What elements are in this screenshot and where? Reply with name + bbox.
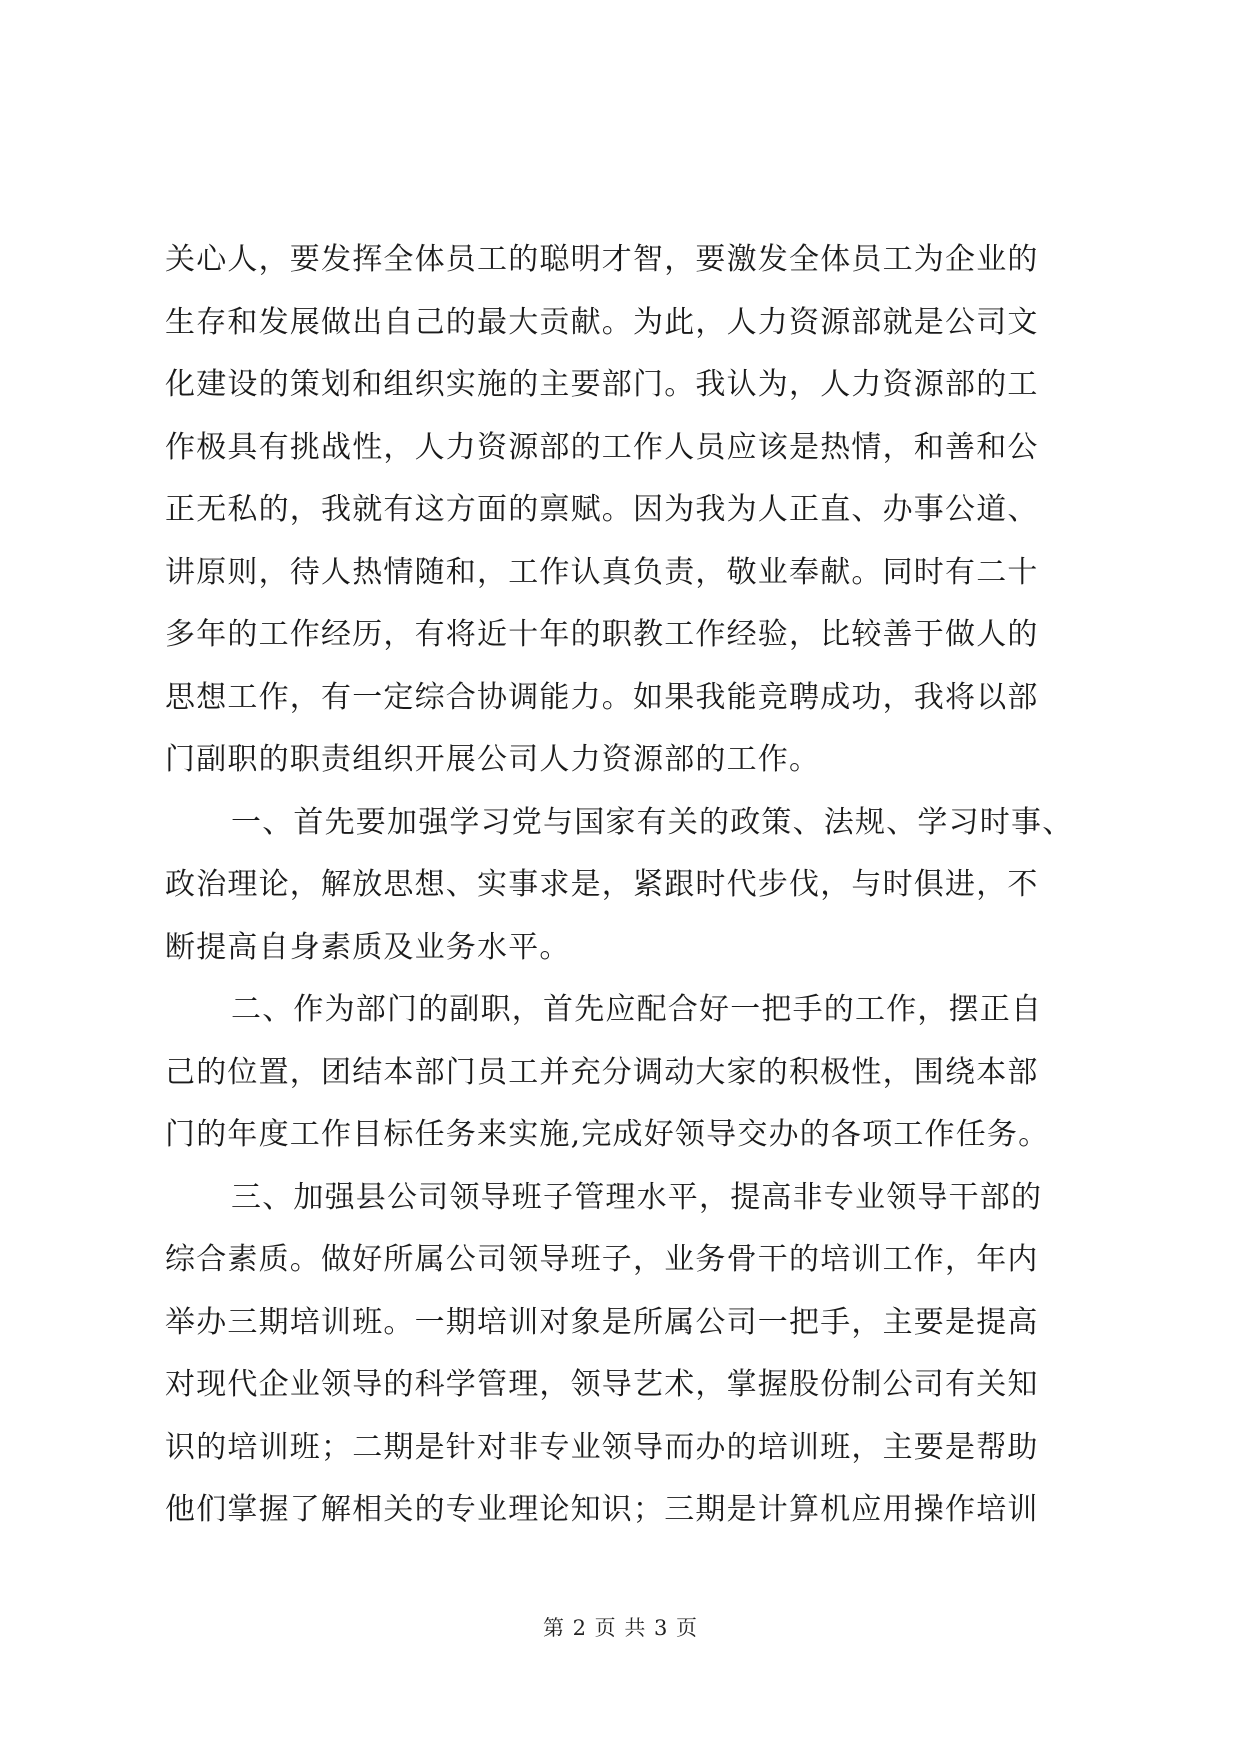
text-line: 断提高自身素质及业务水平。 <box>165 929 571 965</box>
text-line: 门副职的职责组织开展公司人力资源部的工作。 <box>165 742 821 777</box>
text-line: 举办三期培训班。一期培训对象是所属公司一把手，主要是提高 <box>165 1304 1039 1340</box>
text-line: 生存和发展做出自己的最大贡献。为此，人力资源部就是公司文 <box>165 304 1039 340</box>
paragraph-start-line: 一、首先要加强学习党与国家有关的政策、法规、学习时事、 <box>231 804 1074 840</box>
text-line: 己的位置，团结本部门员工并充分调动大家的积极性，围绕本部 <box>165 1054 1039 1090</box>
text-line: 讲原则，待人热情随和，工作认真负责，敬业奉献。同时有二十 <box>165 554 1039 590</box>
paragraph-start-line: 二、作为部门的副职，首先应配合好一把手的工作，摆正自 <box>231 992 1043 1027</box>
text-line: 作极具有挑战性，人力资源部的工作人员应该是热情，和善和公 <box>165 429 1039 465</box>
text-line: 综合素质。做好所属公司领导班子，业务骨干的培训工作，年内 <box>165 1242 1039 1277</box>
text-line: 正无私的，我就有这方面的禀赋。因为我为人正直、办事公道、 <box>165 492 1039 527</box>
body-text <box>165 229 1085 1542</box>
text-line: 门的年度工作目标任务来实施,完成好领导交办的各项工作任务。 <box>165 1117 1050 1152</box>
text-line: 政治理论，解放思想、实事求是，紧跟时代步伐，与时俱进，不 <box>165 867 1039 902</box>
text-line: 关心人，要发挥全体员工的聪明才智，要激发全体员工为企业的 <box>165 242 1039 277</box>
text-line: 他们掌握了解相关的专业理论知识；三期是计算机应用操作培训 <box>165 1492 1039 1527</box>
page-number-footer: 第 2 页 共 3 页 <box>542 1616 699 1640</box>
text-line: 多年的工作经历，有将近十年的职教工作经验，比较善于做人的 <box>165 617 1039 652</box>
text-line: 思想工作，有一定综合协调能力。如果我能竞聘成功，我将以部 <box>165 679 1039 715</box>
text-line: 化建设的策划和组织实施的主要部门。我认为，人力资源部的工 <box>165 367 1039 402</box>
paragraph-start-line: 三、加强县公司领导班子管理水平，提高非专业领导干部的 <box>231 1179 1043 1215</box>
text-line: 对现代企业领导的科学管理，领导艺术，掌握股份制公司有关知 <box>165 1367 1039 1402</box>
text-line: 识的培训班；二期是针对非专业领导而办的培训班，主要是帮助 <box>165 1429 1039 1465</box>
